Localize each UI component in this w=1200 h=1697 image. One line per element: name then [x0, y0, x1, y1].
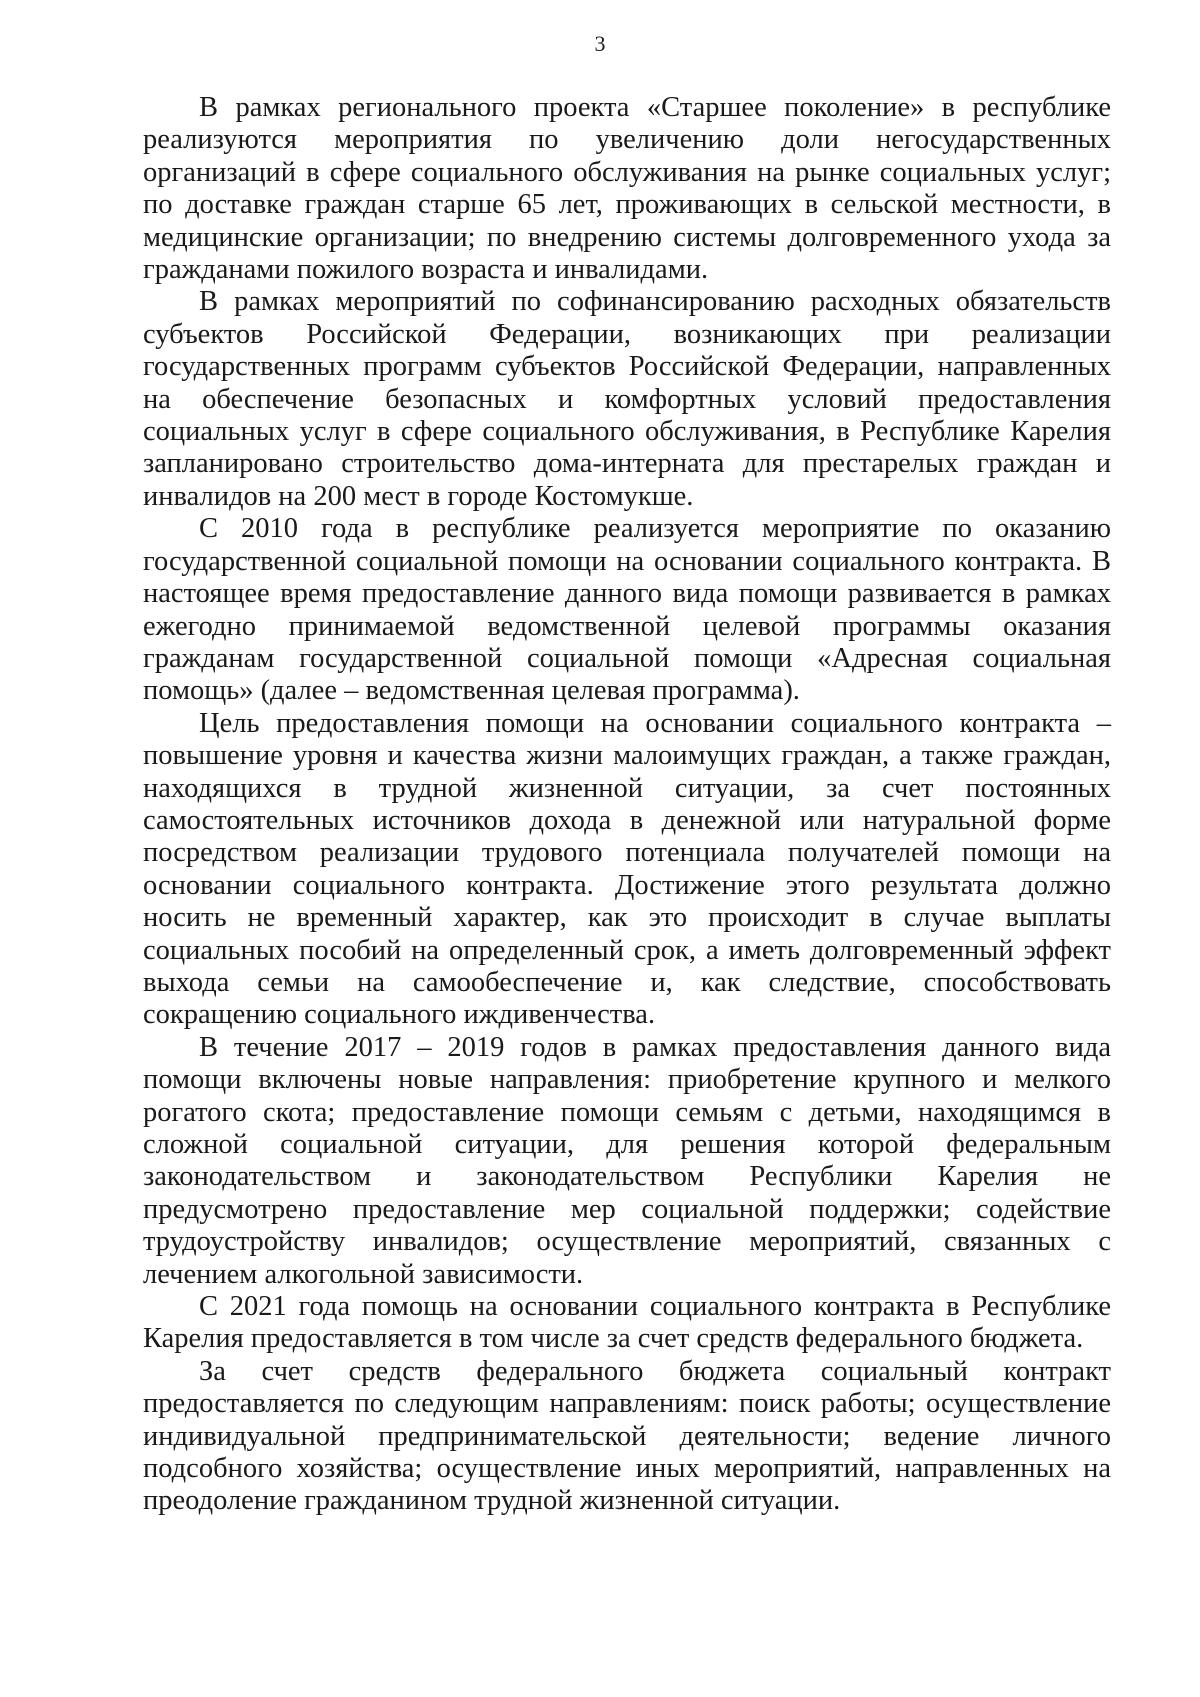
paragraph-social-contract-goal: Цель предоставления помощи на основании социального контракта – повышение уровня и качества жизни малоимущих граждан, а также граждан, находящихся в трудной жизненной ситуации, за счет постоянных самостоятельных источников дохода в денежной или натуральной форме посредством реализации трудового потенциала получателей помощи на основании социального контракта. Достижение этого результата должно носить не временный характер, как это происходит в случае выплаты социальных пособий на определенный срок, а иметь долговременный эффект выхода семьи на самообеспечение и, как следствие, способствовать сокращению социального иждивенчества.: [143, 707, 1111, 1031]
page-number: 3: [594, 31, 606, 56]
paragraph-new-directions-2017-2019: В течение 2017 – 2019 годов в рамках предоставления данного вида помощи включены новые направления: приобретение крупного и мелкого рогатого скота; предоставление помощи семьям с детьми, находящимся в сложной социальной ситуации, для решения которой федеральным законодательством и законодательством Республики Карелия не предусмотрено предоставление мер социальной поддержки; содействие трудоустройству инвалидов; осуществление мероприятий, связанных с лечением алкогольной зависимости.: [143, 1031, 1111, 1290]
document-body: [143, 92, 1111, 1518]
paragraph-cofinancing-measures: В рамках мероприятий по софинансированию расходных обязательств субъектов Российской Федерации, возникающих при реализации государственных программ субъектов Российской Федерации, направленных на обеспечение безопасных и комфортных условий предоставления социальных услуг в сфере социального обслуживания, в Республике Карелия запланировано строительство дома-интерната для престарелых граждан и инвалидов на 200 мест в городе Костомукше.: [143, 286, 1111, 512]
paragraph-federal-budget-2021: С 2021 года помощь на основании социального контракта в Республике Карелия предоставляется в том числе за счет средств федерального бюджета.: [143, 1291, 1111, 1355]
paragraph-senior-generation-project: В рамках регионального проекта «Старшее поколение» в республике реализуются мероприятия по увеличению доли негосударственных организаций в сфере социального обслуживания на рынке социальных услуг; по доставке граждан старше 65 лет, проживающих в сельской местности, в медицинские организации; по внедрению системы долговременного ухода за гражданами пожилого возраста и инвалидами.: [143, 92, 1111, 286]
paragraph-federal-budget-directions: За счет средств федерального бюджета социальный контракт предоставляется по следующим направлениям: поиск работы; осуществление индивидуальной предпринимательской деятельности; ведение личного подсобного хозяйства; осуществление иных мероприятий, направленных на преодоление гражданином трудной жизненной ситуации.: [143, 1355, 1111, 1517]
paragraph-social-contract-since-2010: С 2010 года в республике реализуется мероприятие по оказанию государственной социальной помощи на основании социального контракта. В настоящее время предоставление данного вида помощи развивается в рамках ежегодно принимаемой ведомственной целевой программы оказания гражданам государственной социальной помощи «Адресная социальная помощь» (далее – ведомственная целевая программа).: [143, 513, 1111, 707]
